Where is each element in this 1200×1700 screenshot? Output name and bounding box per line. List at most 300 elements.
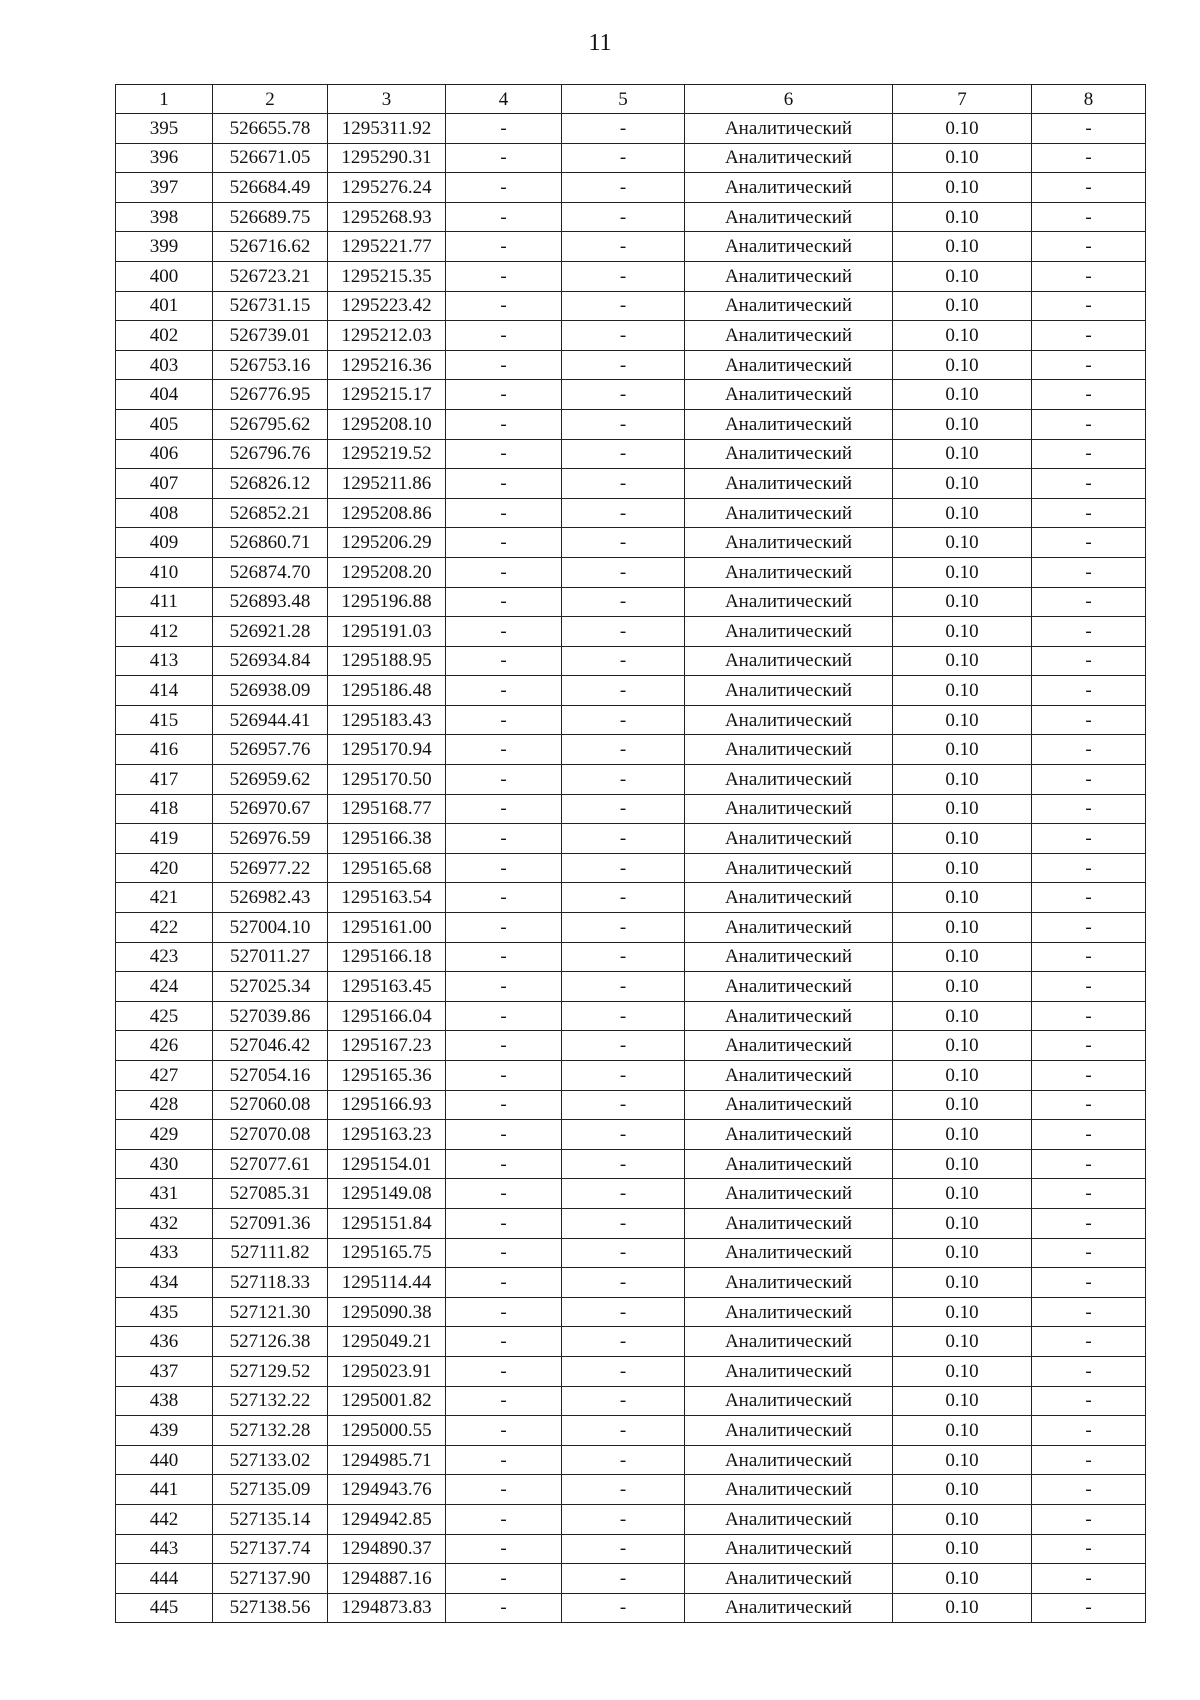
column-4-cell: - xyxy=(446,883,562,913)
column-8-cell: - xyxy=(1032,1564,1146,1594)
column-4-cell: - xyxy=(446,232,562,262)
accuracy-cell: 0.10 xyxy=(893,1238,1032,1268)
column-8-cell: - xyxy=(1032,913,1146,943)
point-number-cell: 429 xyxy=(116,1120,213,1150)
column-8-cell: - xyxy=(1032,824,1146,854)
column-8-cell: - xyxy=(1032,1534,1146,1564)
table-row xyxy=(116,173,1146,203)
column-5-cell: - xyxy=(562,143,685,173)
table-row xyxy=(116,1238,1146,1268)
method-cell: Аналитический xyxy=(685,1534,893,1564)
method-cell: Аналитический xyxy=(685,1386,893,1416)
table-row xyxy=(116,824,1146,854)
method-cell: Аналитический xyxy=(685,824,893,854)
y-coordinate-cell: 1295149.08 xyxy=(328,1179,446,1209)
accuracy-cell: 0.10 xyxy=(893,1386,1032,1416)
table-row xyxy=(116,617,1146,647)
column-8-cell: - xyxy=(1032,1297,1146,1327)
method-cell: Аналитический xyxy=(685,617,893,647)
method-cell: Аналитический xyxy=(685,913,893,943)
column-5-cell: - xyxy=(562,498,685,528)
table-row xyxy=(116,587,1146,617)
y-coordinate-cell: 1295208.86 xyxy=(328,498,446,528)
column-8-cell: - xyxy=(1032,587,1146,617)
y-coordinate-cell: 1295168.77 xyxy=(328,794,446,824)
column-8-cell: - xyxy=(1032,439,1146,469)
x-coordinate-cell: 526689.75 xyxy=(213,202,328,232)
column-5-cell: - xyxy=(562,439,685,469)
column-4-cell: - xyxy=(446,1149,562,1179)
column-5-cell: - xyxy=(562,528,685,558)
method-cell: Аналитический xyxy=(685,409,893,439)
column-8-cell: - xyxy=(1032,972,1146,1002)
y-coordinate-cell: 1295211.86 xyxy=(328,469,446,499)
table-row xyxy=(116,528,1146,558)
x-coordinate-cell: 527004.10 xyxy=(213,913,328,943)
column-4-cell: - xyxy=(446,1297,562,1327)
column-4-cell: - xyxy=(446,1534,562,1564)
column-4-cell: - xyxy=(446,1031,562,1061)
column-5-cell: - xyxy=(562,1268,685,1298)
table-row xyxy=(116,202,1146,232)
point-number-cell: 422 xyxy=(116,913,213,943)
column-8-cell: - xyxy=(1032,173,1146,203)
x-coordinate-cell: 527135.14 xyxy=(213,1504,328,1534)
column-8-cell: - xyxy=(1032,1031,1146,1061)
accuracy-cell: 0.10 xyxy=(893,350,1032,380)
column-8-cell: - xyxy=(1032,1445,1146,1475)
accuracy-cell: 0.10 xyxy=(893,883,1032,913)
column-5-cell: - xyxy=(562,291,685,321)
column-5-cell: - xyxy=(562,202,685,232)
table-row xyxy=(116,1445,1146,1475)
column-4-cell: - xyxy=(446,824,562,854)
y-coordinate-cell: 1295215.17 xyxy=(328,380,446,410)
column-8-cell: - xyxy=(1032,202,1146,232)
y-coordinate-cell: 1295219.52 xyxy=(328,439,446,469)
table-row xyxy=(116,765,1146,795)
accuracy-cell: 0.10 xyxy=(893,617,1032,647)
column-8-cell: - xyxy=(1032,1504,1146,1534)
table-row xyxy=(116,1061,1146,1091)
column-header: 6 xyxy=(685,85,893,114)
column-header: 5 xyxy=(562,85,685,114)
table-row xyxy=(116,1179,1146,1209)
method-cell: Аналитический xyxy=(685,1504,893,1534)
column-4-cell: - xyxy=(446,646,562,676)
y-coordinate-cell: 1295223.42 xyxy=(328,291,446,321)
y-coordinate-cell: 1295166.04 xyxy=(328,1001,446,1031)
column-4-cell: - xyxy=(446,114,562,144)
method-cell: Аналитический xyxy=(685,853,893,883)
x-coordinate-cell: 526938.09 xyxy=(213,676,328,706)
y-coordinate-cell: 1295191.03 xyxy=(328,617,446,647)
accuracy-cell: 0.10 xyxy=(893,528,1032,558)
accuracy-cell: 0.10 xyxy=(893,557,1032,587)
column-5-cell: - xyxy=(562,1504,685,1534)
method-cell: Аналитический xyxy=(685,439,893,469)
table-row xyxy=(116,883,1146,913)
column-5-cell: - xyxy=(562,1001,685,1031)
column-4-cell: - xyxy=(446,942,562,972)
column-8-cell: - xyxy=(1032,853,1146,883)
y-coordinate-cell: 1295208.10 xyxy=(328,409,446,439)
y-coordinate-cell: 1295268.93 xyxy=(328,202,446,232)
table-row xyxy=(116,1268,1146,1298)
x-coordinate-cell: 527085.31 xyxy=(213,1179,328,1209)
accuracy-cell: 0.10 xyxy=(893,1031,1032,1061)
method-cell: Аналитический xyxy=(685,291,893,321)
column-8-cell: - xyxy=(1032,1475,1146,1505)
table-row xyxy=(116,1593,1146,1623)
accuracy-cell: 0.10 xyxy=(893,1534,1032,1564)
point-number-cell: 439 xyxy=(116,1416,213,1446)
column-4-cell: - xyxy=(446,765,562,795)
method-cell: Аналитический xyxy=(685,498,893,528)
column-8-cell: - xyxy=(1032,646,1146,676)
y-coordinate-cell: 1294985.71 xyxy=(328,1445,446,1475)
column-5-cell: - xyxy=(562,380,685,410)
column-4-cell: - xyxy=(446,1386,562,1416)
table-row xyxy=(116,1386,1146,1416)
method-cell: Аналитический xyxy=(685,1061,893,1091)
table-row xyxy=(116,557,1146,587)
point-number-cell: 426 xyxy=(116,1031,213,1061)
column-4-cell: - xyxy=(446,617,562,647)
x-coordinate-cell: 526826.12 xyxy=(213,469,328,499)
x-coordinate-cell: 527135.09 xyxy=(213,1475,328,1505)
accuracy-cell: 0.10 xyxy=(893,794,1032,824)
method-cell: Аналитический xyxy=(685,676,893,706)
accuracy-cell: 0.10 xyxy=(893,1564,1032,1594)
y-coordinate-cell: 1295165.36 xyxy=(328,1061,446,1091)
y-coordinate-cell: 1295000.55 xyxy=(328,1416,446,1446)
column-4-cell: - xyxy=(446,557,562,587)
x-coordinate-cell: 527025.34 xyxy=(213,972,328,1002)
y-coordinate-cell: 1295001.82 xyxy=(328,1386,446,1416)
column-5-cell: - xyxy=(562,1297,685,1327)
point-number-cell: 415 xyxy=(116,705,213,735)
y-coordinate-cell: 1295161.00 xyxy=(328,913,446,943)
point-number-cell: 407 xyxy=(116,469,213,499)
method-cell: Аналитический xyxy=(685,1445,893,1475)
accuracy-cell: 0.10 xyxy=(893,1445,1032,1475)
x-coordinate-cell: 527121.30 xyxy=(213,1297,328,1327)
y-coordinate-cell: 1295163.54 xyxy=(328,883,446,913)
y-coordinate-cell: 1295208.20 xyxy=(328,557,446,587)
accuracy-cell: 0.10 xyxy=(893,1120,1032,1150)
y-coordinate-cell: 1295170.94 xyxy=(328,735,446,765)
x-coordinate-cell: 527126.38 xyxy=(213,1327,328,1357)
x-coordinate-cell: 527132.22 xyxy=(213,1386,328,1416)
x-coordinate-cell: 526874.70 xyxy=(213,557,328,587)
method-cell: Аналитический xyxy=(685,1356,893,1386)
column-4-cell: - xyxy=(446,1090,562,1120)
column-5-cell: - xyxy=(562,587,685,617)
column-4-cell: - xyxy=(446,735,562,765)
point-number-cell: 408 xyxy=(116,498,213,528)
column-4-cell: - xyxy=(446,202,562,232)
column-header: 3 xyxy=(328,85,446,114)
accuracy-cell: 0.10 xyxy=(893,232,1032,262)
accuracy-cell: 0.10 xyxy=(893,1475,1032,1505)
y-coordinate-cell: 1295114.44 xyxy=(328,1268,446,1298)
table-row xyxy=(116,350,1146,380)
method-cell: Аналитический xyxy=(685,1031,893,1061)
method-cell: Аналитический xyxy=(685,1297,893,1327)
x-coordinate-cell: 526977.22 xyxy=(213,853,328,883)
point-number-cell: 414 xyxy=(116,676,213,706)
method-cell: Аналитический xyxy=(685,202,893,232)
point-number-cell: 411 xyxy=(116,587,213,617)
x-coordinate-cell: 526739.01 xyxy=(213,321,328,351)
point-number-cell: 419 xyxy=(116,824,213,854)
table-row xyxy=(116,143,1146,173)
table-row xyxy=(116,498,1146,528)
point-number-cell: 425 xyxy=(116,1001,213,1031)
column-8-cell: - xyxy=(1032,676,1146,706)
column-5-cell: - xyxy=(562,1120,685,1150)
point-number-cell: 438 xyxy=(116,1386,213,1416)
method-cell: Аналитический xyxy=(685,972,893,1002)
method-cell: Аналитический xyxy=(685,942,893,972)
method-cell: Аналитический xyxy=(685,469,893,499)
y-coordinate-cell: 1295290.31 xyxy=(328,143,446,173)
point-number-cell: 436 xyxy=(116,1327,213,1357)
x-coordinate-cell: 526852.21 xyxy=(213,498,328,528)
point-number-cell: 416 xyxy=(116,735,213,765)
y-coordinate-cell: 1295166.93 xyxy=(328,1090,446,1120)
column-4-cell: - xyxy=(446,1120,562,1150)
table-row xyxy=(116,1475,1146,1505)
x-coordinate-cell: 526723.21 xyxy=(213,261,328,291)
table-header-row xyxy=(116,85,1146,114)
column-8-cell: - xyxy=(1032,1327,1146,1357)
column-5-cell: - xyxy=(562,765,685,795)
point-number-cell: 402 xyxy=(116,321,213,351)
column-8-cell: - xyxy=(1032,1268,1146,1298)
accuracy-cell: 0.10 xyxy=(893,1593,1032,1623)
x-coordinate-cell: 527091.36 xyxy=(213,1208,328,1238)
column-4-cell: - xyxy=(446,439,562,469)
accuracy-cell: 0.10 xyxy=(893,409,1032,439)
column-8-cell: - xyxy=(1032,469,1146,499)
y-coordinate-cell: 1295212.03 xyxy=(328,321,446,351)
x-coordinate-cell: 526976.59 xyxy=(213,824,328,854)
column-4-cell: - xyxy=(446,1356,562,1386)
column-5-cell: - xyxy=(562,883,685,913)
y-coordinate-cell: 1295151.84 xyxy=(328,1208,446,1238)
accuracy-cell: 0.10 xyxy=(893,439,1032,469)
y-coordinate-cell: 1295196.88 xyxy=(328,587,446,617)
column-8-cell: - xyxy=(1032,528,1146,558)
y-coordinate-cell: 1295215.35 xyxy=(328,261,446,291)
method-cell: Аналитический xyxy=(685,587,893,617)
column-5-cell: - xyxy=(562,1149,685,1179)
x-coordinate-cell: 526982.43 xyxy=(213,883,328,913)
y-coordinate-cell: 1295049.21 xyxy=(328,1327,446,1357)
column-4-cell: - xyxy=(446,498,562,528)
point-number-cell: 418 xyxy=(116,794,213,824)
accuracy-cell: 0.10 xyxy=(893,173,1032,203)
column-4-cell: - xyxy=(446,528,562,558)
table-row xyxy=(116,261,1146,291)
x-coordinate-cell: 526795.62 xyxy=(213,409,328,439)
column-5-cell: - xyxy=(562,794,685,824)
accuracy-cell: 0.10 xyxy=(893,765,1032,795)
column-5-cell: - xyxy=(562,824,685,854)
y-coordinate-cell: 1295154.01 xyxy=(328,1149,446,1179)
method-cell: Аналитический xyxy=(685,261,893,291)
accuracy-cell: 0.10 xyxy=(893,261,1032,291)
column-5-cell: - xyxy=(562,942,685,972)
method-cell: Аналитический xyxy=(685,1090,893,1120)
accuracy-cell: 0.10 xyxy=(893,735,1032,765)
point-number-cell: 442 xyxy=(116,1504,213,1534)
point-number-cell: 404 xyxy=(116,380,213,410)
x-coordinate-cell: 527137.74 xyxy=(213,1534,328,1564)
x-coordinate-cell: 527132.28 xyxy=(213,1416,328,1446)
column-5-cell: - xyxy=(562,853,685,883)
accuracy-cell: 0.10 xyxy=(893,469,1032,499)
column-5-cell: - xyxy=(562,173,685,203)
y-coordinate-cell: 1294873.83 xyxy=(328,1593,446,1623)
table-row xyxy=(116,1001,1146,1031)
column-8-cell: - xyxy=(1032,1001,1146,1031)
x-coordinate-cell: 526934.84 xyxy=(213,646,328,676)
method-cell: Аналитический xyxy=(685,557,893,587)
y-coordinate-cell: 1295221.77 xyxy=(328,232,446,262)
y-coordinate-cell: 1295163.45 xyxy=(328,972,446,1002)
point-number-cell: 441 xyxy=(116,1475,213,1505)
table-row xyxy=(116,1327,1146,1357)
table-row xyxy=(116,913,1146,943)
column-4-cell: - xyxy=(446,173,562,203)
accuracy-cell: 0.10 xyxy=(893,1356,1032,1386)
accuracy-cell: 0.10 xyxy=(893,942,1032,972)
method-cell: Аналитический xyxy=(685,1120,893,1150)
column-4-cell: - xyxy=(446,143,562,173)
accuracy-cell: 0.10 xyxy=(893,202,1032,232)
column-8-cell: - xyxy=(1032,617,1146,647)
method-cell: Аналитический xyxy=(685,1179,893,1209)
column-5-cell: - xyxy=(562,350,685,380)
point-number-cell: 432 xyxy=(116,1208,213,1238)
column-4-cell: - xyxy=(446,1564,562,1594)
column-5-cell: - xyxy=(562,735,685,765)
y-coordinate-cell: 1295216.36 xyxy=(328,350,446,380)
point-number-cell: 398 xyxy=(116,202,213,232)
x-coordinate-cell: 526959.62 xyxy=(213,765,328,795)
y-coordinate-cell: 1295165.75 xyxy=(328,1238,446,1268)
column-5-cell: - xyxy=(562,1179,685,1209)
point-number-cell: 399 xyxy=(116,232,213,262)
column-5-cell: - xyxy=(562,1564,685,1594)
table-row xyxy=(116,942,1146,972)
column-4-cell: - xyxy=(446,587,562,617)
point-number-cell: 421 xyxy=(116,883,213,913)
column-8-cell: - xyxy=(1032,143,1146,173)
y-coordinate-cell: 1295311.92 xyxy=(328,114,446,144)
column-header: 1 xyxy=(116,85,213,114)
x-coordinate-cell: 527039.86 xyxy=(213,1001,328,1031)
column-4-cell: - xyxy=(446,1179,562,1209)
method-cell: Аналитический xyxy=(685,765,893,795)
column-8-cell: - xyxy=(1032,1120,1146,1150)
x-coordinate-cell: 527070.08 xyxy=(213,1120,328,1150)
column-8-cell: - xyxy=(1032,1356,1146,1386)
column-8-cell: - xyxy=(1032,261,1146,291)
column-5-cell: - xyxy=(562,114,685,144)
column-4-cell: - xyxy=(446,705,562,735)
point-number-cell: 444 xyxy=(116,1564,213,1594)
x-coordinate-cell: 527077.61 xyxy=(213,1149,328,1179)
page-number: 11 xyxy=(588,30,612,56)
column-4-cell: - xyxy=(446,1268,562,1298)
x-coordinate-cell: 526970.67 xyxy=(213,794,328,824)
accuracy-cell: 0.10 xyxy=(893,1504,1032,1534)
column-4-cell: - xyxy=(446,676,562,706)
column-4-cell: - xyxy=(446,853,562,883)
point-number-cell: 405 xyxy=(116,409,213,439)
point-number-cell: 401 xyxy=(116,291,213,321)
table-row xyxy=(116,1297,1146,1327)
column-4-cell: - xyxy=(446,1238,562,1268)
column-8-cell: - xyxy=(1032,1208,1146,1238)
method-cell: Аналитический xyxy=(685,1149,893,1179)
x-coordinate-cell: 526753.16 xyxy=(213,350,328,380)
column-4-cell: - xyxy=(446,1416,562,1446)
column-4-cell: - xyxy=(446,1327,562,1357)
table-row xyxy=(116,972,1146,1002)
table-row xyxy=(116,705,1146,735)
table-row xyxy=(116,409,1146,439)
column-5-cell: - xyxy=(562,1090,685,1120)
table-row xyxy=(116,1564,1146,1594)
accuracy-cell: 0.10 xyxy=(893,1001,1032,1031)
y-coordinate-cell: 1295206.29 xyxy=(328,528,446,558)
method-cell: Аналитический xyxy=(685,232,893,262)
column-5-cell: - xyxy=(562,617,685,647)
accuracy-cell: 0.10 xyxy=(893,143,1032,173)
accuracy-cell: 0.10 xyxy=(893,913,1032,943)
table-row xyxy=(116,1120,1146,1150)
column-8-cell: - xyxy=(1032,1416,1146,1446)
column-5-cell: - xyxy=(562,1208,685,1238)
column-8-cell: - xyxy=(1032,380,1146,410)
table-row xyxy=(116,1208,1146,1238)
x-coordinate-cell: 526716.62 xyxy=(213,232,328,262)
point-number-cell: 395 xyxy=(116,114,213,144)
method-cell: Аналитический xyxy=(685,173,893,203)
table-row xyxy=(116,1504,1146,1534)
accuracy-cell: 0.10 xyxy=(893,705,1032,735)
x-coordinate-cell: 527137.90 xyxy=(213,1564,328,1594)
accuracy-cell: 0.10 xyxy=(893,1208,1032,1238)
method-cell: Аналитический xyxy=(685,1327,893,1357)
column-4-cell: - xyxy=(446,469,562,499)
x-coordinate-cell: 526731.15 xyxy=(213,291,328,321)
y-coordinate-cell: 1294887.16 xyxy=(328,1564,446,1594)
table-row xyxy=(116,794,1146,824)
column-4-cell: - xyxy=(446,409,562,439)
column-4-cell: - xyxy=(446,1475,562,1505)
column-8-cell: - xyxy=(1032,1149,1146,1179)
point-number-cell: 403 xyxy=(116,350,213,380)
point-number-cell: 445 xyxy=(116,1593,213,1623)
y-coordinate-cell: 1295170.50 xyxy=(328,765,446,795)
point-number-cell: 413 xyxy=(116,646,213,676)
